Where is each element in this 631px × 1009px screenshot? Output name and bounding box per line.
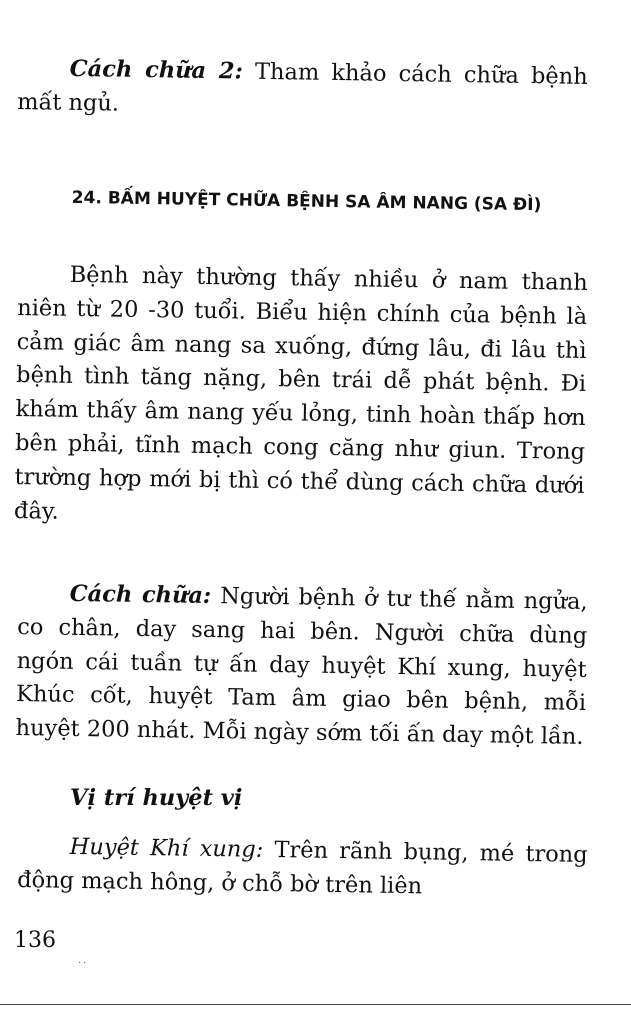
paragraph-treatment	[15, 577, 588, 755]
acupoint-text: Trên rãnh bụng, mé trong động mạch hông, ở chỗ bờ trên liên	[17, 836, 588, 900]
treatment-text: Người bệnh ở tư thế nằm ngửa, co chân, day sang hai bên. Người chữa dùng ngón cái tuần tự ấn day huyệt Khí xung, huyệt Khúc cốt, huyệt Tam âm giao bên bệnh, mỗi huyệt 200 nhát. Mỗi ngày sớm tối ấn day một lần.	[15, 583, 588, 751]
treatment-label: Cách chữa:	[69, 580, 212, 610]
subheading-acupoint-location: Vị trí huyệt vị	[70, 785, 243, 811]
paragraph-description	[14, 258, 588, 537]
paragraph-treatment-2	[17, 52, 588, 129]
treatment-2-label: Cách chữa 2:	[69, 55, 244, 85]
treatment-2-text: Tham khảo cách chữa bệnh mất ngủ.	[17, 58, 588, 117]
paragraph-acupoint	[17, 830, 588, 907]
page-number: 136	[14, 928, 56, 953]
section-title: BẤM HUYỆT CHỮA BỆNH SA ÂM NANG (SA ĐÌ)	[101, 188, 542, 216]
bottom-rule	[0, 1004, 631, 1005]
section-number: 24.	[71, 187, 103, 209]
acupoint-label: Huyệt Khí xung:	[69, 833, 264, 863]
description-text: Bệnh này thường thấy nhiều ở nam thanh niên từ 20 -30 tuổi. Biểu hiện chính của bệnh là cảm giác âm nang sa xuống, đứng lâu, đi lâu thì bệnh tình tăng nặng, bên trái dễ phát bệnh. Đi khám thấy âm nang yếu lỏng, tinh hoàn thấp hơn bên phải, tĩnh mạch cong căng như giun. Trong trường hợp mới bị thì có thể dùng cách chữa dưới đây.	[13, 261, 588, 525]
section-heading	[18, 182, 590, 221]
footer-mark: ..	[78, 955, 89, 966]
